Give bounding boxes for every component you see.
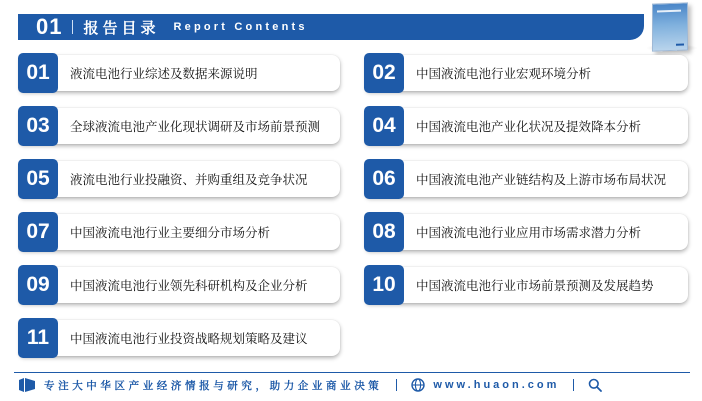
toc-item-10[interactable]	[366, 267, 688, 303]
toc-number-badge: 06	[364, 159, 404, 199]
toc-item-02[interactable]	[366, 55, 688, 91]
globe-icon	[411, 378, 425, 392]
toc-item-label: 中国液流电池行业主要细分市场分析	[70, 225, 271, 240]
toc-number-badge: 09	[18, 265, 58, 305]
toc-item-label: 中国液流电池行业领先科研机构及企业分析	[70, 278, 308, 293]
toc-item-label: 中国液流电池行业应用市场需求潜力分析	[416, 225, 642, 240]
toc-item-03[interactable]	[20, 108, 340, 144]
toc-number-badge: 01	[18, 53, 58, 93]
toc-item-05[interactable]	[20, 161, 340, 197]
toc-item-04[interactable]	[366, 108, 688, 144]
toc-number-badge: 02	[364, 53, 404, 93]
toc-number-badge: 04	[364, 106, 404, 146]
toc-number-badge: 03	[18, 106, 58, 146]
toc-item-label: 液流电池行业综述及数据来源说明	[70, 66, 258, 81]
toc-item-09[interactable]	[20, 267, 340, 303]
toc-item-label: 中国液流电池产业链结构及上游市场布局状况	[416, 172, 667, 187]
section-header	[18, 14, 644, 40]
toc-number-badge: 10	[364, 265, 404, 305]
toc-item-label: 中国液流电池产业化状况及提效降本分析	[416, 119, 642, 134]
section-title: 报告目录	[83, 18, 160, 37]
header-divider	[72, 20, 73, 34]
footer-divider	[14, 372, 690, 373]
toc-number-badge: 05	[18, 159, 58, 199]
section-number: 01	[36, 14, 63, 39]
search-icon[interactable]	[588, 378, 602, 392]
footer-separator	[573, 379, 574, 391]
toc-number-badge: 08	[364, 212, 404, 252]
toc-number-badge: 11	[18, 318, 58, 358]
toc-item-label: 中国液流电池行业宏观环境分析	[416, 66, 592, 81]
footer-separator	[396, 379, 397, 391]
toc-item-07[interactable]	[20, 214, 340, 250]
toc-item-label: 液流电池行业投融资、并购重组及竞争状况	[70, 172, 308, 187]
report-cover-image	[652, 2, 688, 51]
logo-icon	[18, 378, 36, 392]
toc-item-label: 全球液流电池产业化现状调研及市场前景预测	[70, 119, 321, 134]
toc-item-label: 中国液流电池行业投资战略规划策略及建议	[70, 331, 308, 346]
footer-slogan: 专注大中华区产业经济情报与研究，助力企业商业决策	[44, 379, 383, 392]
footer	[14, 376, 694, 394]
toc-item-label: 中国液流电池行业市场前景预测及发展趋势	[416, 278, 654, 293]
toc-item-01[interactable]	[20, 55, 340, 91]
toc-item-11[interactable]	[20, 320, 340, 356]
toc-item-06[interactable]	[366, 161, 688, 197]
toc-item-08[interactable]	[366, 214, 688, 250]
section-subtitle: Report Contents	[173, 21, 308, 33]
website-link[interactable]: www.huaon.com	[433, 379, 560, 391]
toc-number-badge: 07	[18, 212, 58, 252]
